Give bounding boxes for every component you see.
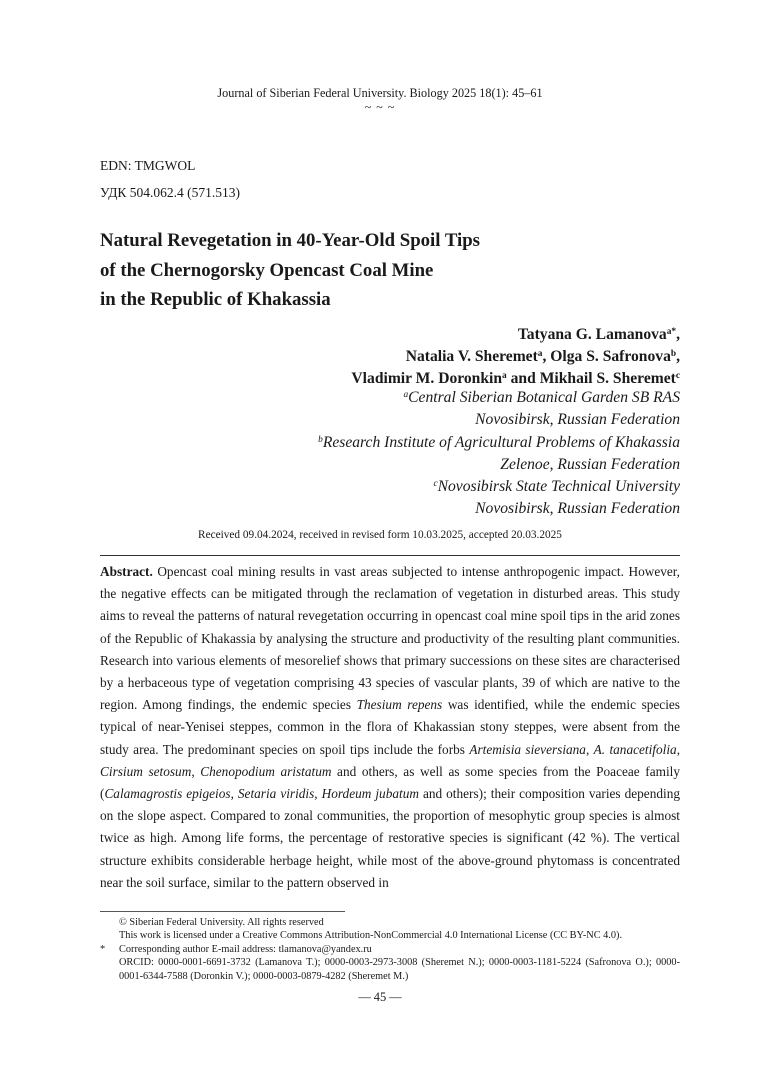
footnote-star: * [100, 943, 106, 955]
title-line: of the Chernogorsky Opencast Coal Mine [100, 259, 434, 281]
author-affiliation-mark: a [502, 370, 507, 381]
orcid-note: ORCID: 0000-0001-6691-3732 (Lamanova T.); 0000-0003-2973-3008 (Sheremet N.); 0000-0003-1181-5224 (Safronova O.); 0000-0001-6344-7588 (Doronkin V.); 0000-0003-0879-4282 (Sheremet M.) [119, 957, 680, 982]
affiliation-name [80, 476, 680, 498]
affiliation-mark: c [433, 479, 438, 490]
author-affiliation-mark: c [675, 370, 680, 381]
affiliation-list [80, 387, 680, 521]
author-name: Mikhail S. Sheremet [539, 370, 676, 387]
title-line: Natural Revegetation in 40-Year-Old Spoil Tips [100, 230, 480, 251]
udk-code: УДК 504.062.4 (571.513) [100, 185, 241, 200]
author-list [80, 324, 680, 390]
footnotes [100, 916, 680, 983]
header-separator: ~ ~ ~ [364, 100, 396, 114]
author-name: Tatyana G. Lamanova [517, 326, 667, 343]
author-name: Olga S. Safronova [550, 348, 671, 365]
license-note: This work is licensed under a Creative Commons Attribution-NonCommercial 4.0 International License (CC BY-NC 4.0). [119, 930, 623, 942]
author-separator: and [506, 370, 540, 387]
species-name: Calamagrostis epigeios [104, 786, 231, 802]
affiliation-mark: a [403, 389, 409, 400]
affiliation-mark: b [318, 434, 323, 445]
abstract-text: , [230, 786, 238, 802]
affiliation-text: Central Siberian Botanical Garden SB RAS [408, 389, 680, 406]
edn-code: EDN: TMGWOL [100, 158, 196, 173]
author-affiliation-mark: b [670, 348, 677, 359]
abstract-text: and others, as well as some species from the Poaceae family ( [100, 763, 680, 802]
affiliation-name [80, 387, 680, 409]
species-name: A. tanacetifolia [593, 741, 677, 757]
author-name: Vladimir M. Doronkin [351, 370, 503, 387]
abstract [100, 561, 680, 894]
species-name: Hordeum jubatum [321, 786, 419, 802]
species-name: Setaria viridis [237, 786, 315, 802]
author-separator: , [676, 326, 680, 343]
species-name: Chenopodium aristatum [200, 763, 332, 779]
affiliation-text: Research Institute of Agricultural Problems of Khakassia [322, 433, 680, 451]
abstract-text: , [585, 741, 594, 757]
copyright-note: © Siberian Federal University. All rights reserved [119, 917, 324, 928]
abstract-text: , [314, 786, 322, 802]
corresponding-author-text: Corresponding author E-mail address: tlamanova@yandex.ru [119, 943, 372, 955]
author-separator: , [676, 348, 680, 365]
affiliation-location: Novosibirsk, Russian Federation [475, 411, 680, 429]
affiliation-text: Novosibirsk State Technical University [437, 478, 680, 496]
abstract-label: Abstract. [100, 564, 153, 579]
page-number: — 45 — [358, 990, 402, 1004]
species-name: Cirsium setosum [100, 763, 192, 779]
received-dates: Received 09.04.2024, received in revised form 10.03.2025, accepted 20.03.2025 [198, 529, 562, 541]
abstract-text: , [676, 741, 681, 757]
corresponding-author-note [100, 943, 680, 956]
author-separator: , [542, 348, 551, 365]
abstract-text: Opencast coal mining results in vast areas subjected to intense anthropogenic impact. However, the negative effects can be mitigated through the reclamation of vegetation in disturbed areas. This study aims to reveal the patterns of natural revegetation occurring in opencast coal mine spoil tips in the arid zones of the Republic of Khakassia by analysing the structure and productivity of the resulting plant communities. Research into various elements of mesorelief shows that primary successions on these sites are characterised by a herbaceous type of vegetation comprising 43 species of vascular plants, 39 of which are native to the region. Among findings, the endemic species [100, 564, 680, 713]
abstract-text: and others); their composition varies depending on the slope aspect. Compared to zonal communities, the proportion of mesophytic group species is almost twice as high. Among life forms, the percentage of restorative species is significant (42 %). The vertical structure exhibits considerable herbage height, while most of the above-ground phytomass is concentrated near the soil surface, similar to the pattern observed in [100, 786, 680, 890]
title-line: in the Republic of Khakassia [100, 289, 331, 310]
article-title [100, 226, 660, 315]
affiliation-location: Zelenoe, Russian Federation [500, 455, 680, 473]
affiliation-location: Novosibirsk, Russian Federation [475, 500, 680, 518]
abstract-text: was identified, while the endemic species typical of near-Yenisei steppes, common in the flora of Khakassian stony steppes, were absent from the study area. The predominant species on spoil tips include the forbs [100, 697, 680, 757]
author-affiliation-mark: a [537, 348, 543, 359]
species-name: Artemisia sieversiana [469, 741, 586, 757]
footnote-divider [100, 911, 345, 912]
author-line [80, 346, 680, 368]
species-name: Thesium repens [356, 697, 443, 713]
author-affiliation-mark: a* [666, 326, 677, 337]
abstract-body [100, 564, 680, 890]
divider [100, 555, 680, 556]
journal-citation: Journal of Siberian Federal University. Biology 2025 18(1): 45–61 [217, 86, 543, 100]
abstract-text: , [191, 763, 201, 779]
author-name: Natalia V. Sheremet [405, 348, 538, 365]
affiliation-name [80, 432, 680, 454]
author-line [80, 324, 680, 346]
